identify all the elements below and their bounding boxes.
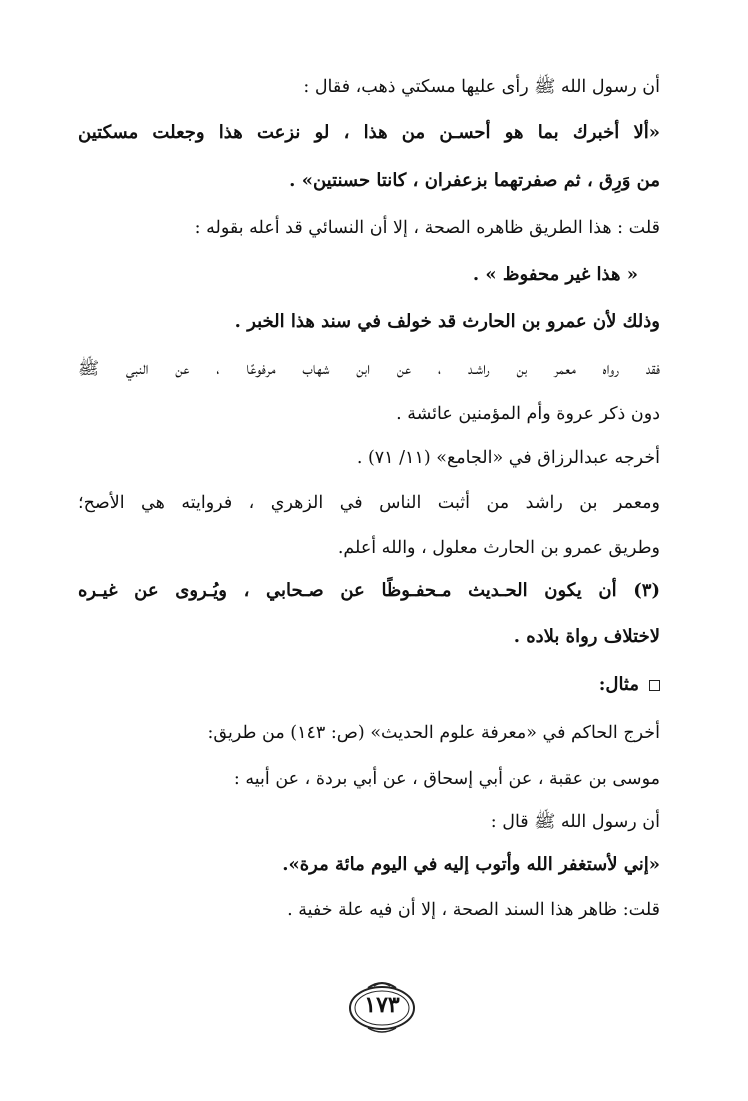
hadith-quote-line-2: من وَرِق ، ثم صفرتهما بزعفران ، كانتا حسنتين» . (289, 170, 660, 191)
hadith-quote-line-1: «ألا أخبرك بما هو أحسـن من هذا ، لو نزعت هذا وجعلت مسكتين (78, 122, 660, 143)
text-line-6: وذلك لأن عمرو بن الحارث قد خولف في سند هذا الخبر . (234, 311, 660, 332)
text-line-10: ومعمر بن راشد من أثبت الناس في الزهري ، فروايته هي الأصح؛ (78, 493, 660, 513)
point-three-line-2: لاختلاف رواة بلاده . (513, 626, 660, 647)
example-heading-label: مثال: (598, 674, 639, 695)
page-number: ١٧٣ (364, 992, 400, 1018)
example-heading (78, 670, 660, 700)
quote-not-preserved: « هذا غير محفوظ » . (472, 264, 638, 285)
text-line-15: أخرج الحاكم في «معرفة علوم الحديث» (ص: ١٤٣) من طريق: (207, 723, 660, 743)
text-line-7: فقد رواه معمر بن راشـد ، عن ابن شهاب مرفوعًا ، عن النبي ﷺ (78, 359, 660, 379)
text-line-1: أن رسول الله ﷺ رأى عليها مسكتي ذهب، فقال : (303, 77, 660, 97)
hadith-istighfar: «إني لأستغفر الله وأتوب إليه في اليوم مائة مرة». (282, 854, 660, 875)
text-line-4: قلت : هذا الطريق ظاهره الصحة ، إلا أن النسائي قد أعله بقوله : (194, 218, 660, 238)
page-number-ornament (344, 978, 420, 1034)
text-line-9: أخرجه عبدالرزاق في «الجامع» (١١/ ٧١) . (356, 448, 660, 468)
text-line-8: دون ذكر عروة وأم المؤمنين عائشة . (396, 404, 660, 424)
text-line-16: موسى بن عقبة ، عن أبي إسحاق ، عن أبي بردة ، عن أبيه : (233, 769, 660, 789)
text-line-19: قلت: ظاهر هذا السند الصحة ، إلا أن فيه علة خفية . (287, 900, 660, 920)
text-line-17: أن رسول الله ﷺ قال : (490, 812, 660, 832)
square-bullet-icon (649, 680, 660, 691)
text-line-11: وطريق عمرو بن الحارث معلول ، والله أعلم. (337, 538, 660, 558)
point-three-line-1: (٣) أن يكون الحـديث مـحفـوظًا عن صـحابي ، ويُـروى عن غيـره (78, 580, 660, 601)
